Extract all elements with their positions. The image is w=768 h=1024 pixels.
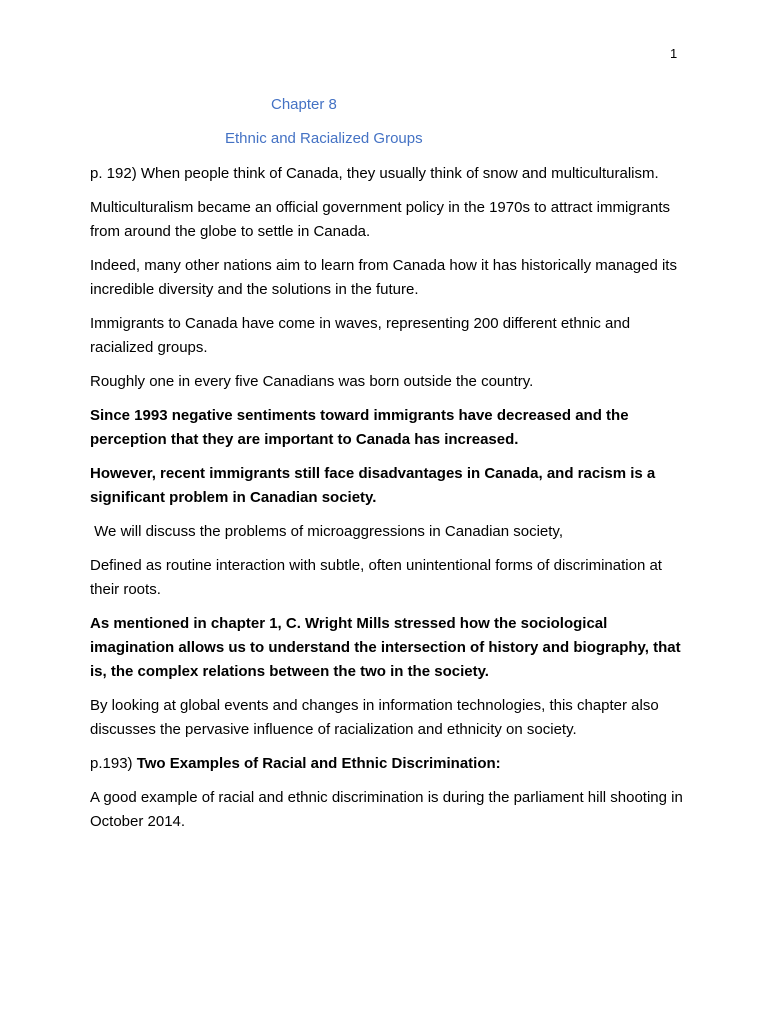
paragraph: Immigrants to Canada have come in waves, representing 200 different ethnic and racialized groups. (90, 315, 631, 356)
paragraph: A good example of racial and ethnic discrimination is during the parliament hill shooting in October 2014. (90, 789, 683, 830)
section-heading-paragraph (90, 752, 690, 776)
body-text (90, 162, 690, 844)
paragraph-bold: As mentioned in chapter 1, C. Wright Mills stressed how the sociological imagination allows us to understand the intersection of history and biography, that is, the complex relations between the two in the society. (90, 615, 681, 680)
paragraph: Roughly one in every five Canadians was born outside the country. (90, 373, 534, 390)
paragraph: We will discuss the problems of microaggressions in Canadian society, (90, 523, 563, 540)
chapter-subtitle: Ethnic and Racialized Groups (225, 130, 423, 147)
page-number: 1 (670, 46, 678, 61)
paragraph: By looking at global events and changes in information technologies, this chapter also discusses the pervasive influence of racialization and ethnicity on society. (90, 697, 659, 738)
paragraph-bold: Since 1993 negative sentiments toward immigrants have decreased and the perception that they are important to Canada has increased. (90, 407, 629, 448)
section-prefix: p.193) (90, 755, 137, 772)
chapter-title: Chapter 8 (271, 96, 337, 113)
paragraph-bold: However, recent immigrants still face disadvantages in Canada, and racism is a significant problem in Canadian society. (90, 465, 656, 506)
paragraph: Defined as routine interaction with subtle, often unintentional forms of discrimination at their roots. (90, 557, 662, 598)
paragraph: Multiculturalism became an official government policy in the 1970s to attract immigrants from around the globe to settle in Canada. (90, 199, 670, 240)
paragraph: Indeed, many other nations aim to learn from Canada how it has historically managed its incredible diversity and the solutions in the future. (90, 257, 677, 298)
paragraph: p. 192) When people think of Canada, they usually think of snow and multiculturalism. (90, 165, 659, 182)
section-heading: Two Examples of Racial and Ethnic Discrimination: (136, 755, 501, 772)
